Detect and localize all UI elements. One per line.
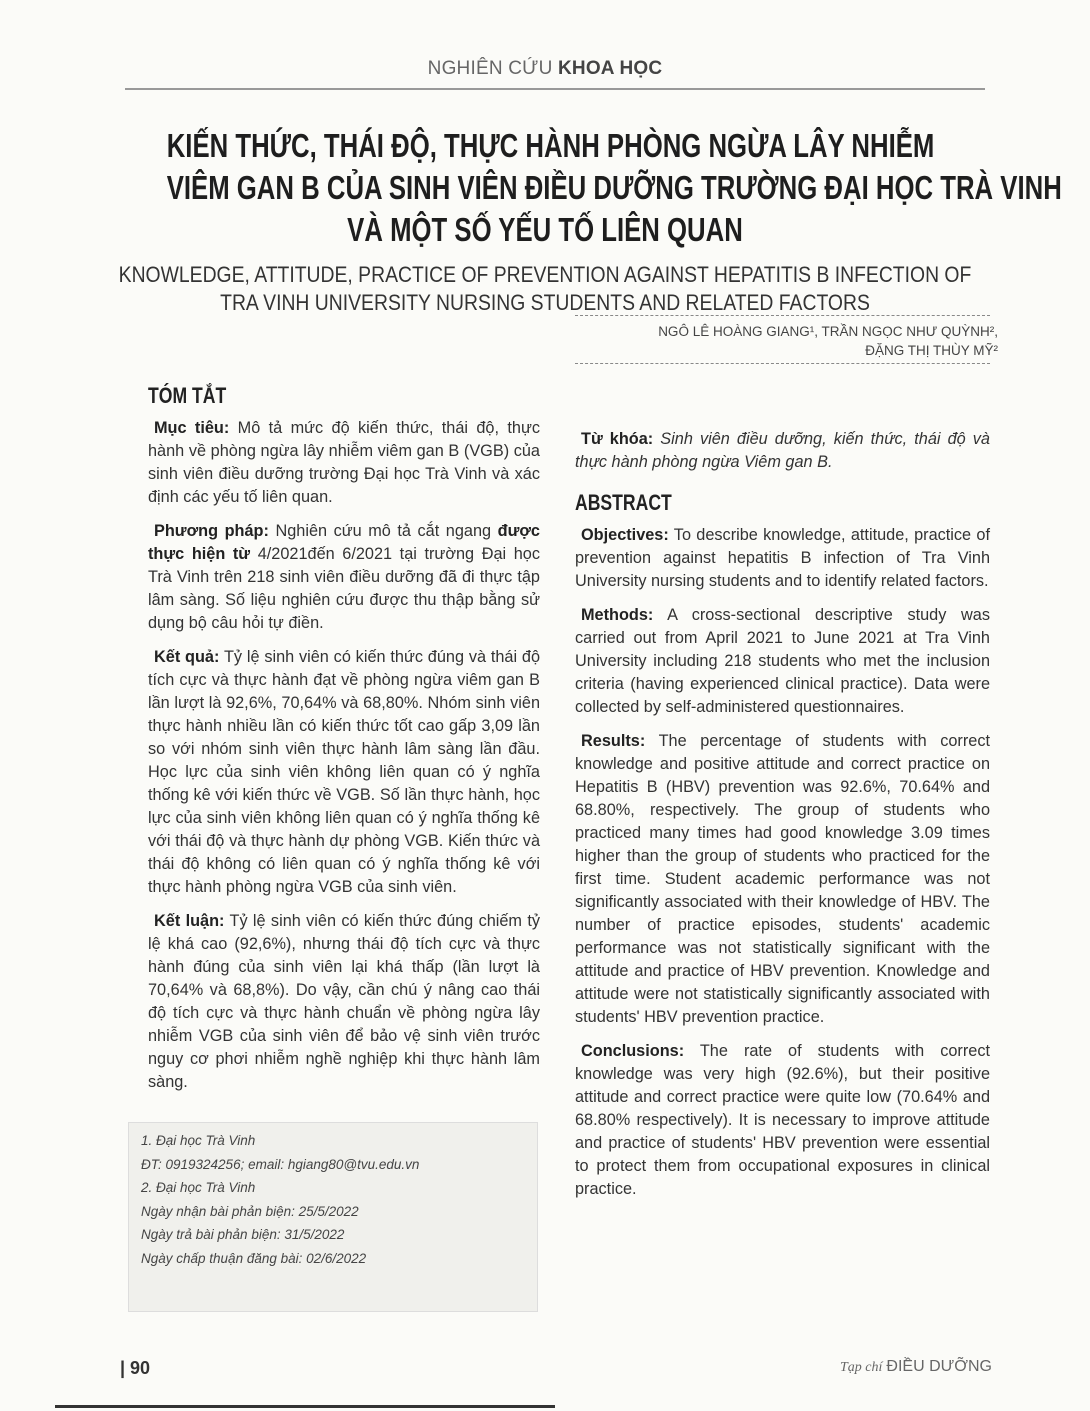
note-line: 1. Đại học Trà Vinh <box>141 1133 256 1148</box>
paragraph-text: To describe knowledge, attitude, practice of prevention against hepatitis B infection of Tra Vinh University nursing students and to identify related factors. <box>575 526 990 590</box>
journal-name <box>840 1358 992 1376</box>
paragraph-text: A cross-sectional descriptive study was carried out from April 2021 to June 2021 at Tra Vinh University including 218 students who met the inclusion criteria (having experienced clinical practice). Data were collected by self-administered questionnaires. <box>575 606 990 716</box>
paragraph-label: Phương pháp: <box>154 522 269 540</box>
abstract-paragraph <box>575 1040 990 1201</box>
header-rule <box>125 88 985 90</box>
section-label: NGHIÊN CỨU <box>427 58 558 79</box>
author-rule-top <box>575 315 990 316</box>
note-line: ĐT: 0919324256; email: hgiang80@tvu.edu.vn <box>141 1156 420 1172</box>
keywords <box>575 428 990 474</box>
abstract-paragraph <box>575 730 990 1029</box>
summary-paragraph <box>148 646 540 899</box>
paragraph-label: Mục tiêu: <box>154 419 230 437</box>
paragraph-text: The rate of students with correct knowledge was very high (92.6%), but their positive attitude and correct practice were quite low (70.64% and 68.80% respectively). It is necessary to improve attitude and practice of students' HBV prevention were essential to protect them from occupational exposures in clinical practice. <box>575 1042 990 1198</box>
page-number: | 90 <box>120 1358 151 1378</box>
title-vi-line: KIẾN THỨC, THÁI ĐỘ, THỰC HÀNH PHÒNG NGỪA LÂY NHIỄM <box>166 127 935 164</box>
paragraph-label: Kết luận: <box>154 912 225 930</box>
affiliation-notes <box>128 1122 538 1312</box>
keywords-text: Sinh viên điều dưỡng, kiến thức, thái độ và thực hành phòng ngừa Viêm gan B. <box>575 430 990 471</box>
author-line: ĐẶNG THỊ THÙY MỸ² <box>865 343 998 358</box>
paragraph-label: Kết quả: <box>154 648 220 666</box>
paragraph-label: được thực hiện từ <box>148 522 540 563</box>
note-line: Ngày trả bài phản biện: 31/5/2022 <box>141 1227 345 1242</box>
paragraph-text: The percentage of students with correct knowledge and positive attitude and correct practice on Hepatitis B (HBV) prevention was 92.6%, 70.64% and 68.80%, respectively. The group of students who practiced many times had good knowledge 3.09 times higher than the group of students who practiced for the first time. Student academic performance was not significantly associated with their knowledge of HBV. The number of practice episodes, students' academic performance was not statistically significant with the attitude and practice of HBV prevention. Knowledge and attitude were not statistically significantly associated with students' HBV prevention practice. <box>575 732 990 1026</box>
paragraph-label: Results: <box>581 732 646 750</box>
title-vi-line: VIÊM GAN B CỦA SINH VIÊN ĐIỀU DƯỠNG TRƯỜNG ĐẠI HỌC TRÀ VINH <box>166 169 1062 206</box>
summary-heading: TÓM TẮT <box>148 383 227 408</box>
paragraph-text: Tỷ lệ sinh viên có kiến thức đúng chiếm tỷ lệ khá cao (92,6%), nhưng thái độ tích cực và thực hành đúng của sinh viên lại khá thấp (lần lượt là 70,64% và 68,8%). Do vậy, cần chú ý nâng cao thái độ tích cực và thực hành chuẩn về phòng ngừa lây nhiễm VGB của sinh viên để bảo vệ sinh viên trước nguy cơ phơi nhiễm nghề nghiệp khi thực hành lâm sàng. <box>148 912 540 1091</box>
paragraph-text: 4/2021đến 6/2021 tại trường Đại học Trà Vinh trên 218 sinh viên điều dưỡng đã đi thực tập lâm sàng. Số liệu nghiên cứu được thu thập bằng sử dụng bộ câu hỏi tự điền. <box>148 545 540 632</box>
title-vi-line: VÀ MỘT SỐ YẾU TỐ LIÊN QUAN <box>347 211 743 248</box>
section-label-bold: KHOA HỌC <box>557 58 663 79</box>
summary-column <box>148 384 540 1105</box>
note-line: Ngày chấp thuận đăng bài: 02/6/2022 <box>141 1250 367 1266</box>
author-line: NGÔ LÊ HOÀNG GIANG¹, TRẦN NGỌC NHƯ QUỲNH², <box>658 324 998 339</box>
note-line: Ngày nhận bài phản biện: 25/5/2022 <box>141 1203 359 1219</box>
title-en-line: TRA VINH UNIVERSITY NURSING STUDENTS AND RELATED FACTORS <box>220 290 870 315</box>
authors <box>658 322 998 360</box>
note-line: 2. Đại học Trà Vinh <box>141 1180 256 1195</box>
abstract-column <box>575 380 990 1212</box>
footer-rule <box>55 1405 555 1408</box>
summary-paragraph <box>148 910 540 1094</box>
page-number-value: 90 <box>130 1358 151 1378</box>
keywords-label: Từ khóa: <box>581 430 654 448</box>
paragraph-label: Conclusions: <box>581 1042 685 1060</box>
paragraph-text: Nghiên cứu mô tả cắt ngang <box>268 522 498 540</box>
section-header <box>0 58 1090 80</box>
summary-paragraph <box>148 520 540 635</box>
title-en-line: KNOWLEDGE, ATTITUDE, PRACTICE OF PREVENTION AGAINST HEPATITIS B INFECTION OF <box>118 262 972 287</box>
paragraph-label: Objectives: <box>581 526 669 544</box>
abstract-paragraph <box>575 604 990 719</box>
title-block <box>60 125 1062 317</box>
paragraph-text: Tỷ lệ sinh viên có kiến thức đúng và thái độ tích cực và thực hành đạt về phòng ngừa viêm gan B lần lượt là 92,6%, 70,64% và 68,80%. Nhóm sinh viên thực hành nhiều lần có kiến thức tốt cao gấp 3,09 lần so với nhóm sinh viên thực hành lâm sàng lần đầu. Học lực của sinh viên không liên quan có ý nghĩa thống kê với kiến thức về VGB. Số lần thực hành, học lực của sinh viên không liên quan có ý nghĩa thống kê với thái độ và thực hành dự phòng VGB. Kiến thức và thái độ không có liên quan có ý nghĩa thống kê với thực hành phòng ngừa VGB của sinh viên. <box>148 648 540 896</box>
paragraph-text: Mô tả mức độ kiến thức, thái độ, thực hành về phòng ngừa lây nhiễm viêm gan B (VGB) của sinh viên điều dưỡng trường Đại học Trà Vinh và xác định các yếu tố liên quan. <box>148 419 540 506</box>
summary-paragraph <box>148 417 540 509</box>
author-rule-bottom <box>575 363 990 364</box>
journal-prefix: Tạp chí <box>840 1360 883 1375</box>
paragraph-label: Methods: <box>581 606 654 624</box>
abstract-heading: ABSTRACT <box>575 490 672 515</box>
journal-title: ĐIỀU DƯỠNG <box>886 1358 992 1375</box>
abstract-paragraph <box>575 524 990 593</box>
